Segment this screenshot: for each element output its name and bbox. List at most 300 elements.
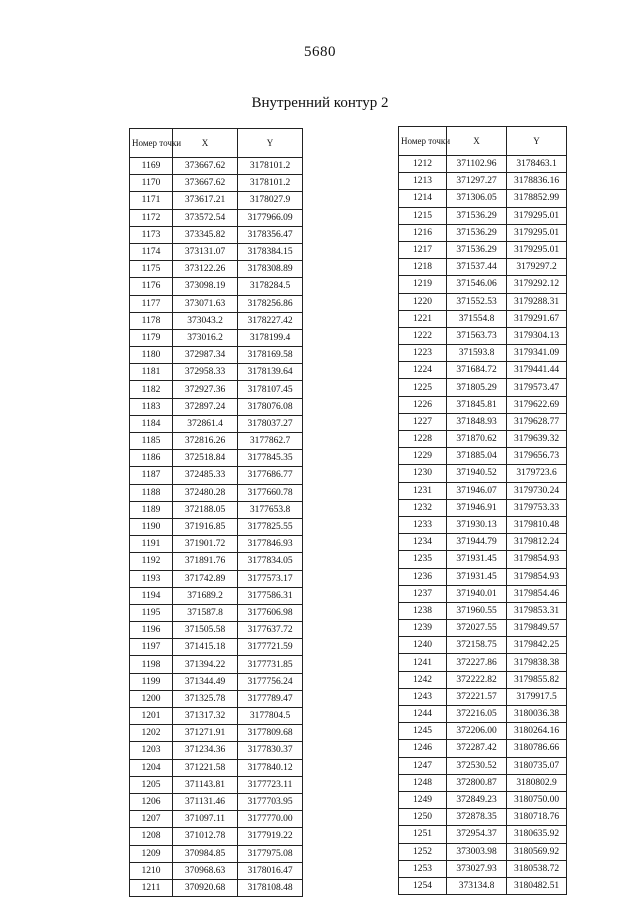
x-cell: 373131.07 (173, 243, 238, 260)
x-cell: 371344.49 (173, 673, 238, 690)
x-cell: 371930.13 (447, 516, 507, 533)
point-number-cell: 1212 (399, 156, 447, 173)
x-cell: 371684.72 (447, 362, 507, 379)
point-number-cell: 1186 (130, 450, 173, 467)
point-number-cell: 1172 (130, 209, 173, 226)
x-cell: 373043.2 (173, 312, 238, 329)
x-cell: 371848.93 (447, 413, 507, 430)
x-cell: 372954.37 (447, 826, 507, 843)
table-row (399, 671, 567, 688)
point-number-cell: 1176 (130, 278, 173, 295)
y-cell: 3177756.24 (238, 673, 303, 690)
x-cell: 371885.04 (447, 448, 507, 465)
point-number-cell: 1221 (399, 310, 447, 327)
x-cell: 371221.58 (173, 759, 238, 776)
x-cell: 371102.96 (447, 156, 507, 173)
point-number-cell: 1236 (399, 568, 447, 585)
x-cell: 372958.33 (173, 364, 238, 381)
x-cell: 372849.23 (447, 791, 507, 808)
y-cell: 3177862.7 (238, 433, 303, 450)
x-cell: 372878.35 (447, 809, 507, 826)
x-cell: 372530.52 (447, 757, 507, 774)
point-number-cell: 1208 (130, 828, 173, 845)
point-number-cell: 1246 (399, 740, 447, 757)
table-row (399, 826, 567, 843)
point-number-cell: 1223 (399, 345, 447, 362)
table-row (399, 241, 567, 258)
table-row (399, 276, 567, 293)
x-cell: 371505.58 (173, 622, 238, 639)
point-number-cell: 1219 (399, 276, 447, 293)
point-number-cell: 1204 (130, 759, 173, 776)
table-row (130, 587, 303, 604)
table-row (130, 690, 303, 707)
x-cell: 371960.55 (447, 602, 507, 619)
point-number-cell: 1239 (399, 620, 447, 637)
table-row (399, 740, 567, 757)
point-number-cell: 1207 (130, 811, 173, 828)
x-cell: 371297.27 (447, 173, 507, 190)
table-row (130, 811, 303, 828)
table-row (130, 381, 303, 398)
point-number-cell: 1233 (399, 516, 447, 533)
y-cell: 3178852.99 (507, 190, 567, 207)
x-cell: 371143.81 (173, 776, 238, 793)
point-number-cell: 1181 (130, 364, 173, 381)
x-cell: 372480.28 (173, 484, 238, 501)
point-number-cell: 1171 (130, 192, 173, 209)
x-cell: 371131.46 (173, 793, 238, 810)
point-number-cell: 1218 (399, 259, 447, 276)
point-number-cell: 1199 (130, 673, 173, 690)
x-cell: 372861.4 (173, 415, 238, 432)
y-cell: 3179917.5 (507, 688, 567, 705)
point-number-cell: 1231 (399, 482, 447, 499)
table-row (399, 585, 567, 602)
y-cell: 3179853.31 (507, 602, 567, 619)
point-number-cell: 1192 (130, 553, 173, 570)
x-cell: 373617.21 (173, 192, 238, 209)
y-cell: 3180718.76 (507, 809, 567, 826)
x-cell: 372816.26 (173, 433, 238, 450)
y-cell: 3178308.89 (238, 261, 303, 278)
table-row (399, 396, 567, 413)
y-cell: 3178836.16 (507, 173, 567, 190)
x-cell: 372287.42 (447, 740, 507, 757)
coordinates-table-left (129, 128, 303, 897)
point-number-cell: 1251 (399, 826, 447, 843)
table-row (130, 347, 303, 364)
table-row (399, 757, 567, 774)
table-row (130, 570, 303, 587)
x-cell: 371845.81 (447, 396, 507, 413)
table-row (399, 706, 567, 723)
table-row (399, 293, 567, 310)
point-number-cell: 1242 (399, 671, 447, 688)
point-number-cell: 1196 (130, 622, 173, 639)
table-row (130, 759, 303, 776)
x-header: X (447, 127, 507, 156)
table-row (399, 190, 567, 207)
table-row (399, 534, 567, 551)
y-cell: 3179295.01 (507, 207, 567, 224)
point-number-cell: 1197 (130, 639, 173, 656)
y-cell: 3179295.01 (507, 241, 567, 258)
point-number-cell: 1170 (130, 175, 173, 192)
table-row (130, 862, 303, 879)
point-number-cell: 1247 (399, 757, 447, 774)
table-row (130, 742, 303, 759)
table-row (130, 553, 303, 570)
y-cell: 3180635.92 (507, 826, 567, 843)
x-cell: 371554.8 (447, 310, 507, 327)
y-cell: 3179297.2 (507, 259, 567, 276)
table-row (399, 413, 567, 430)
y-header: Y (238, 129, 303, 158)
point-number-cell: 1179 (130, 329, 173, 346)
y-cell: 3179628.77 (507, 413, 567, 430)
x-cell: 372222.82 (447, 671, 507, 688)
table-row (130, 828, 303, 845)
table-row (130, 278, 303, 295)
point-number-cell: 1238 (399, 602, 447, 619)
left-table-body (130, 158, 303, 897)
point-number-cell: 1211 (130, 879, 173, 896)
x-cell: 371805.29 (447, 379, 507, 396)
x-cell: 371916.85 (173, 518, 238, 535)
table-row (130, 518, 303, 535)
table-row (130, 639, 303, 656)
point-number-cell: 1243 (399, 688, 447, 705)
point-number-cell: 1205 (130, 776, 173, 793)
x-cell: 371593.8 (447, 345, 507, 362)
table-row (399, 327, 567, 344)
table-row (130, 879, 303, 896)
y-cell: 3180802.9 (507, 774, 567, 791)
table-row (130, 433, 303, 450)
table-row (399, 602, 567, 619)
x-cell: 371546.06 (447, 276, 507, 293)
y-cell: 3179812.24 (507, 534, 567, 551)
y-cell: 3177825.55 (238, 518, 303, 535)
point-number-cell: 1195 (130, 604, 173, 621)
table-row (130, 776, 303, 793)
point-number-cell: 1190 (130, 518, 173, 535)
x-cell: 371394.22 (173, 656, 238, 673)
y-cell: 3178169.58 (238, 347, 303, 364)
point-number-cell: 1241 (399, 654, 447, 671)
table-row (399, 207, 567, 224)
y-cell: 3179441.44 (507, 362, 567, 379)
x-cell: 373003.98 (447, 843, 507, 860)
y-cell: 3177721.59 (238, 639, 303, 656)
table-row (130, 329, 303, 346)
point-number-cell: 1183 (130, 398, 173, 415)
y-cell: 3178107.45 (238, 381, 303, 398)
table-row (399, 877, 567, 894)
y-cell: 3179723.6 (507, 465, 567, 482)
table-row (130, 243, 303, 260)
y-cell: 3177975.08 (238, 845, 303, 862)
x-cell: 372987.34 (173, 347, 238, 364)
x-cell: 372518.84 (173, 450, 238, 467)
y-cell: 3178139.64 (238, 364, 303, 381)
x-cell: 370984.85 (173, 845, 238, 862)
table-row (399, 551, 567, 568)
y-cell: 3178463.1 (507, 156, 567, 173)
x-cell: 373345.82 (173, 226, 238, 243)
y-cell: 3180482.51 (507, 877, 567, 894)
x-cell: 371552.53 (447, 293, 507, 310)
y-cell: 3177586.31 (238, 587, 303, 604)
table-row (399, 465, 567, 482)
table-row (399, 499, 567, 516)
table-row (399, 362, 567, 379)
right-table-body (399, 156, 567, 895)
y-cell: 3178108.48 (238, 879, 303, 896)
point-number-cell: 1182 (130, 381, 173, 398)
y-cell: 3179288.31 (507, 293, 567, 310)
y-cell: 3178027.9 (238, 192, 303, 209)
table-row (399, 791, 567, 808)
point-number-cell: 1210 (130, 862, 173, 879)
point-number-cell: 1217 (399, 241, 447, 258)
y-cell: 3177573.17 (238, 570, 303, 587)
y-cell: 3177966.09 (238, 209, 303, 226)
table-row (399, 310, 567, 327)
table-row (130, 450, 303, 467)
y-cell: 3178016.47 (238, 862, 303, 879)
x-cell: 371946.91 (447, 499, 507, 516)
table-row (130, 209, 303, 226)
point-number-cell: 1214 (399, 190, 447, 207)
coordinates-table-right (398, 126, 567, 895)
point-number-cell: 1178 (130, 312, 173, 329)
x-cell: 371944.79 (447, 534, 507, 551)
y-cell: 3180735.07 (507, 757, 567, 774)
x-cell: 372927.36 (173, 381, 238, 398)
y-cell: 3179341.09 (507, 345, 567, 362)
y-cell: 3180538.72 (507, 860, 567, 877)
y-cell: 3177804.5 (238, 708, 303, 725)
x-cell: 371689.2 (173, 587, 238, 604)
table-row (399, 379, 567, 396)
table-row (399, 431, 567, 448)
point-number-cell: 1203 (130, 742, 173, 759)
point-number-cell: 1198 (130, 656, 173, 673)
y-cell: 3177606.98 (238, 604, 303, 621)
x-cell: 372027.55 (447, 620, 507, 637)
point-number-cell: 1237 (399, 585, 447, 602)
y-cell: 3177919.22 (238, 828, 303, 845)
x-cell: 372800.87 (447, 774, 507, 791)
table-row (130, 192, 303, 209)
point-number-cell: 1201 (130, 708, 173, 725)
x-cell: 373667.62 (173, 158, 238, 175)
y-cell: 3179291.67 (507, 310, 567, 327)
table-row (130, 364, 303, 381)
point-number-cell: 1209 (130, 845, 173, 862)
x-cell: 371097.11 (173, 811, 238, 828)
table-row (399, 774, 567, 791)
y-cell: 3180036.38 (507, 706, 567, 723)
x-cell: 373098.19 (173, 278, 238, 295)
table-row (130, 656, 303, 673)
y-cell: 3178227.42 (238, 312, 303, 329)
y-cell: 3180569.92 (507, 843, 567, 860)
table-row (130, 158, 303, 175)
point-number-cell: 1225 (399, 379, 447, 396)
table-row (399, 156, 567, 173)
x-cell: 372206.00 (447, 723, 507, 740)
y-cell: 3180786.66 (507, 740, 567, 757)
x-cell: 371901.72 (173, 536, 238, 553)
x-cell: 371870.62 (447, 431, 507, 448)
y-cell: 3178101.2 (238, 158, 303, 175)
table-row (130, 295, 303, 312)
table-row (130, 226, 303, 243)
table-row (130, 725, 303, 742)
y-cell: 3179573.47 (507, 379, 567, 396)
x-cell: 371931.45 (447, 568, 507, 585)
table-row (130, 484, 303, 501)
table-row (130, 467, 303, 484)
point-number-cell: 1220 (399, 293, 447, 310)
x-cell: 372897.24 (173, 398, 238, 415)
point-number-cell: 1240 (399, 637, 447, 654)
x-cell: 371946.07 (447, 482, 507, 499)
x-cell: 371537.44 (447, 259, 507, 276)
table-row (130, 415, 303, 432)
table-row (130, 312, 303, 329)
x-cell: 371012.78 (173, 828, 238, 845)
y-cell: 3177686.77 (238, 467, 303, 484)
x-cell: 371536.29 (447, 224, 507, 241)
y-cell: 3179730.24 (507, 482, 567, 499)
y-cell: 3177703.95 (238, 793, 303, 810)
table-row (399, 860, 567, 877)
point-number-cell: 1249 (399, 791, 447, 808)
table-row (130, 398, 303, 415)
table-row (399, 809, 567, 826)
y-cell: 3178284.5 (238, 278, 303, 295)
x-cell: 372188.05 (173, 501, 238, 518)
point-number-cell: 1180 (130, 347, 173, 364)
x-cell: 371891.76 (173, 553, 238, 570)
x-cell: 371536.29 (447, 207, 507, 224)
x-cell: 373572.54 (173, 209, 238, 226)
table-row (399, 345, 567, 362)
table-row (130, 501, 303, 518)
y-cell: 3180264.16 (507, 723, 567, 740)
point-number-cell: 1244 (399, 706, 447, 723)
y-cell: 3179842.25 (507, 637, 567, 654)
table-row (399, 224, 567, 241)
table-row (130, 708, 303, 725)
x-cell: 371325.78 (173, 690, 238, 707)
point-number-cell: 1252 (399, 843, 447, 860)
point-number-cell: 1232 (399, 499, 447, 516)
y-cell: 3178076.08 (238, 398, 303, 415)
x-cell: 371940.01 (447, 585, 507, 602)
y-cell: 3178199.4 (238, 329, 303, 346)
x-cell: 371317.32 (173, 708, 238, 725)
point-number-cell: 1191 (130, 536, 173, 553)
y-cell: 3178384.15 (238, 243, 303, 260)
x-cell: 371415.18 (173, 639, 238, 656)
y-cell: 3179838.38 (507, 654, 567, 671)
y-cell: 3180750.00 (507, 791, 567, 808)
point-number-cell: 1253 (399, 860, 447, 877)
y-cell: 3177840.12 (238, 759, 303, 776)
x-cell: 372485.33 (173, 467, 238, 484)
table-row (130, 604, 303, 621)
x-cell: 373071.63 (173, 295, 238, 312)
x-cell: 372221.57 (447, 688, 507, 705)
table-row (399, 448, 567, 465)
y-header: Y (507, 127, 567, 156)
point-number-cell: 1235 (399, 551, 447, 568)
y-cell: 3179656.73 (507, 448, 567, 465)
x-cell: 371940.52 (447, 465, 507, 482)
x-cell: 372227.86 (447, 654, 507, 671)
x-cell: 370968.63 (173, 862, 238, 879)
point-number-cell: 1250 (399, 809, 447, 826)
y-cell: 3179304.13 (507, 327, 567, 344)
table-row (399, 723, 567, 740)
table-row (399, 173, 567, 190)
y-cell: 3177731.85 (238, 656, 303, 673)
table-row (399, 568, 567, 585)
table-header-row (130, 129, 303, 158)
point-number-cell: 1200 (130, 690, 173, 707)
y-cell: 3177637.72 (238, 622, 303, 639)
point-number-cell: 1224 (399, 362, 447, 379)
point-number-cell: 1215 (399, 207, 447, 224)
y-cell: 3177660.78 (238, 484, 303, 501)
point-number-cell: 1230 (399, 465, 447, 482)
x-cell: 371563.73 (447, 327, 507, 344)
x-cell: 373667.62 (173, 175, 238, 192)
point-number-cell: 1229 (399, 448, 447, 465)
point-number-cell: 1177 (130, 295, 173, 312)
point-number-cell: 1202 (130, 725, 173, 742)
y-cell: 3179854.46 (507, 585, 567, 602)
point-number-cell: 1187 (130, 467, 173, 484)
y-cell: 3179849.57 (507, 620, 567, 637)
point-number-cell: 1169 (130, 158, 173, 175)
x-cell: 373122.26 (173, 261, 238, 278)
y-cell: 3177846.93 (238, 536, 303, 553)
x-cell: 373134.8 (447, 877, 507, 894)
y-cell: 3178037.27 (238, 415, 303, 432)
table-row (130, 536, 303, 553)
table-row (130, 175, 303, 192)
point-number-header: Номер точки (399, 127, 447, 156)
x-cell: 371234.36 (173, 742, 238, 759)
table-row (399, 620, 567, 637)
y-cell: 3177789.47 (238, 690, 303, 707)
point-number-cell: 1216 (399, 224, 447, 241)
table-row (130, 673, 303, 690)
point-number-cell: 1213 (399, 173, 447, 190)
point-number-cell: 1234 (399, 534, 447, 551)
x-cell: 371306.05 (447, 190, 507, 207)
y-cell: 3179639.32 (507, 431, 567, 448)
y-cell: 3177653.8 (238, 501, 303, 518)
point-number-cell: 1194 (130, 587, 173, 604)
y-cell: 3177845.35 (238, 450, 303, 467)
